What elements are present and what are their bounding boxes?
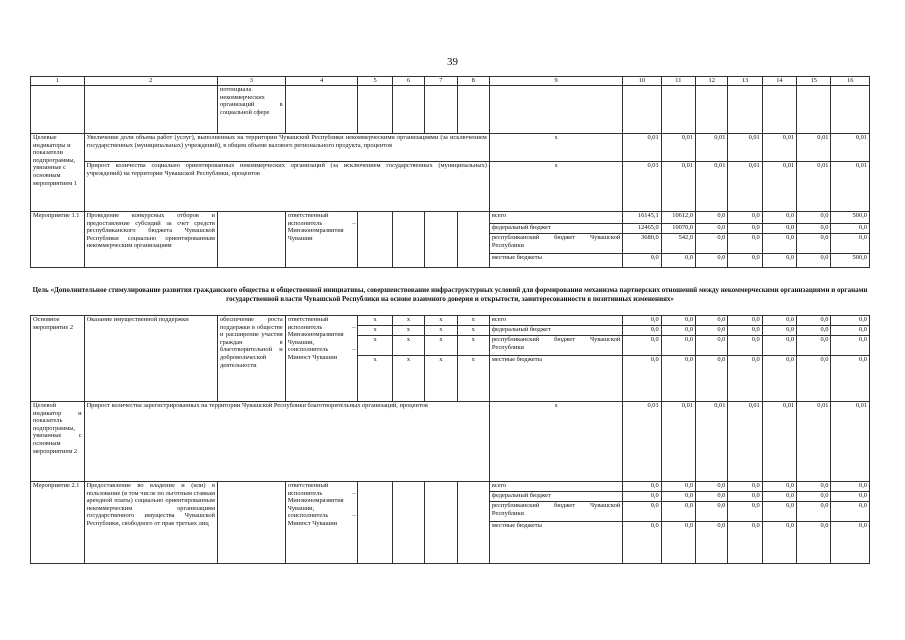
- value-cell: 0,01: [623, 402, 661, 482]
- value-cell: 0,0: [696, 502, 728, 522]
- col-num: 15: [797, 77, 831, 86]
- target-row: [31, 162, 870, 212]
- column-numbers-row: [31, 77, 870, 86]
- value-cell: 0,0: [623, 336, 661, 356]
- value-cell: 0,0: [728, 336, 762, 356]
- x-mark: x: [489, 162, 622, 212]
- value-cell: 0,0: [762, 482, 796, 492]
- x-mark: x: [457, 316, 489, 326]
- measure-description: Оказание имущественной поддержки: [84, 316, 217, 402]
- continuation-text: потенциала некоммерческих организаций в социальной сфере: [217, 86, 285, 134]
- value-cell: 0,0: [762, 224, 796, 234]
- value-cell: 0,0: [696, 234, 728, 254]
- value-cell: 0,01: [797, 402, 831, 482]
- target-text: Увеличение доли объема работ (услуг), выполненных на территории Чувашской Республики некоммерческими организациями (за исключением государственных (муниципальных) учреждений), в общем объеме валового регионального продукта, процентов: [84, 134, 489, 162]
- budget-source: всего: [489, 212, 622, 224]
- value-cell: 0,0: [728, 234, 762, 254]
- value-cell: 0,0: [831, 482, 870, 492]
- x-mark: x: [392, 326, 424, 336]
- value-cell: 0,0: [831, 326, 870, 336]
- value-cell: 0,0: [728, 482, 762, 492]
- value-cell: 0,0: [728, 326, 762, 336]
- measure-purpose: обеспечение роста поддержки в обществе и расширение участия граждан в благотворительной и добровольческой деятельности: [217, 316, 285, 402]
- responsible-executor: ответственный исполнитель – Минэкономразвития Чувашии: [285, 212, 358, 268]
- measure-description: Предоставление во владение и (или) в пользование (в том числе по льготным ставкам арендной платы) социально ориентированным некоммерческим организациям государственного имущества Чувашской Республики, свободного от прав третьих лиц: [84, 482, 217, 564]
- col-num: 10: [623, 77, 661, 86]
- value-cell: 0,0: [831, 316, 870, 326]
- value-cell: 10070,0: [661, 224, 695, 234]
- value-cell: 0,0: [762, 316, 796, 326]
- value-cell: 16145,1: [623, 212, 661, 224]
- value-cell: 0,0: [696, 492, 728, 502]
- responsible-executor: ответственный исполнитель – Минэкономразвития Чувашии, соисполнитель – Минюст Чувашии: [285, 482, 358, 564]
- value-cell: 0,0: [797, 316, 831, 326]
- value-cell: 0,0: [797, 356, 831, 402]
- measure-name: Мероприятие 2.1: [31, 482, 85, 564]
- x-mark: x: [358, 316, 392, 326]
- value-cell: 0,0: [661, 492, 695, 502]
- value-cell: 0,0: [831, 356, 870, 402]
- col-num: 7: [425, 77, 457, 86]
- x-mark: x: [392, 336, 424, 356]
- value-cell: 0,0: [831, 502, 870, 522]
- value-cell: 0,0: [623, 522, 661, 564]
- x-mark: x: [489, 134, 622, 162]
- value-cell: 0,0: [831, 336, 870, 356]
- value-cell: 0,0: [797, 254, 831, 268]
- value-cell: 0,0: [623, 356, 661, 402]
- col-num: 6: [392, 77, 424, 86]
- value-cell: 12465,0: [623, 224, 661, 234]
- value-cell: 0,0: [762, 336, 796, 356]
- target-text: Прирост количества социально ориентированных некоммерческих организаций (за исключением государственных (муниципальных) учреждений) на территории Чувашской Республики, процентов: [84, 162, 489, 212]
- value-cell: 0,01: [728, 134, 762, 162]
- budget-row: [31, 482, 870, 492]
- value-cell: 0,01: [661, 402, 695, 482]
- col-num: 13: [728, 77, 762, 86]
- value-cell: 0,0: [797, 502, 831, 522]
- budget-source: республиканский бюджет Чувашской Республики: [489, 336, 622, 356]
- x-mark: x: [392, 356, 424, 402]
- budget-row: [31, 316, 870, 326]
- x-mark: x: [457, 356, 489, 402]
- value-cell: 0,01: [762, 402, 796, 482]
- value-cell: 0,0: [797, 224, 831, 234]
- value-cell: 0,0: [797, 492, 831, 502]
- value-cell: 0,0: [797, 522, 831, 564]
- col-num: 11: [661, 77, 695, 86]
- col-num: 2: [84, 77, 217, 86]
- value-cell: 500,0: [831, 254, 870, 268]
- value-cell: 0,0: [623, 482, 661, 492]
- value-cell: 0,0: [728, 492, 762, 502]
- x-mark: x: [425, 336, 457, 356]
- value-cell: 0,01: [797, 134, 831, 162]
- value-cell: 0,0: [831, 522, 870, 564]
- goal-heading: Цель «Дополнительное стимулирование развития гражданского общества и общественной инициативы, совершенствование инфраструктурных условий для формирования механизма партнерских отношений между некоммерческими организациями и органами государственной власти Чувашской Республики на основе взаимного доверия и открытости, заинтересованности в позитивных изменениях»: [32, 286, 868, 303]
- value-cell: 0,0: [831, 224, 870, 234]
- col-num: 12: [696, 77, 728, 86]
- x-mark: x: [457, 336, 489, 356]
- value-cell: 0,0: [696, 482, 728, 492]
- budget-row: [31, 212, 870, 224]
- measure-name: Мероприятие 1.1: [31, 212, 85, 268]
- col-num: 8: [457, 77, 489, 86]
- x-mark: x: [358, 326, 392, 336]
- value-cell: 0,0: [797, 234, 831, 254]
- target-text: Прирост количества зарегистрированных на территории Чувашской Республики благотворительных организаций, процентов: [84, 402, 489, 482]
- budget-source: всего: [489, 316, 622, 326]
- measure-name: Основное мероприятие 2: [31, 316, 85, 402]
- col-num: 14: [762, 77, 796, 86]
- value-cell: 0,01: [661, 134, 695, 162]
- budget-source: местные бюджеты: [489, 254, 622, 268]
- page-number: 39: [447, 56, 458, 68]
- value-cell: 0,01: [696, 162, 728, 212]
- target-row: [31, 402, 870, 482]
- x-mark: x: [358, 356, 392, 402]
- budget-source: федеральный бюджет: [489, 224, 622, 234]
- value-cell: 0,0: [762, 522, 796, 564]
- target-row: [31, 134, 870, 162]
- budget-source: местные бюджеты: [489, 522, 622, 564]
- value-cell: 0,0: [696, 356, 728, 402]
- value-cell: 0,0: [797, 212, 831, 224]
- value-cell: 0,0: [623, 254, 661, 268]
- value-cell: 0,01: [623, 134, 661, 162]
- value-cell: 0,01: [797, 162, 831, 212]
- value-cell: 500,0: [831, 212, 870, 224]
- value-cell: 3680,0: [623, 234, 661, 254]
- value-cell: 0,0: [831, 492, 870, 502]
- value-cell: 0,0: [696, 316, 728, 326]
- value-cell: 0,0: [762, 356, 796, 402]
- value-cell: 0,0: [661, 356, 695, 402]
- x-mark: x: [489, 402, 622, 482]
- continuation-row: [31, 86, 870, 134]
- value-cell: 0,0: [728, 254, 762, 268]
- value-cell: 0,0: [762, 326, 796, 336]
- value-cell: 0,01: [831, 134, 870, 162]
- targets-label: Целевые индикаторы и показатели подпрограммы, увязанные с основным мероприятием 1: [31, 134, 85, 212]
- budget-source: всего: [489, 482, 622, 492]
- value-cell: 0,0: [623, 316, 661, 326]
- value-cell: 0,0: [797, 482, 831, 492]
- value-cell: 0,0: [797, 336, 831, 356]
- value-cell: 0,0: [661, 326, 695, 336]
- value-cell: 0,0: [661, 502, 695, 522]
- value-cell: 0,0: [728, 316, 762, 326]
- value-cell: 0,0: [696, 522, 728, 564]
- value-cell: 0,0: [762, 212, 796, 224]
- measure-description: Проведение конкурсных отборов и предоставление субсидий за счет средств республиканского бюджета Чувашской Республики социально ориентированным некоммерческим организациям: [84, 212, 217, 268]
- value-cell: 0,0: [661, 482, 695, 492]
- value-cell: 0,01: [762, 162, 796, 212]
- value-cell: 0,01: [831, 162, 870, 212]
- value-cell: 0,0: [762, 254, 796, 268]
- value-cell: 0,0: [728, 502, 762, 522]
- program-table-part1: [30, 76, 870, 268]
- value-cell: 0,01: [728, 162, 762, 212]
- col-num: 16: [831, 77, 870, 86]
- value-cell: 0,0: [696, 224, 728, 234]
- value-cell: 0,0: [728, 522, 762, 564]
- value-cell: 0,01: [728, 402, 762, 482]
- col-num: 5: [358, 77, 392, 86]
- value-cell: 0,0: [696, 254, 728, 268]
- value-cell: 0,0: [728, 212, 762, 224]
- budget-source: республиканский бюджет Чувашской Республики: [489, 234, 622, 254]
- value-cell: 0,01: [762, 134, 796, 162]
- value-cell: 0,0: [696, 326, 728, 336]
- value-cell: 0,0: [623, 326, 661, 336]
- value-cell: 10612,0: [661, 212, 695, 224]
- value-cell: 0,0: [831, 234, 870, 254]
- value-cell: 0,0: [661, 336, 695, 356]
- targets-label: Целевой индикатор и показатель подпрограммы, увязанные с основным мероприятием 2: [31, 402, 85, 482]
- x-mark: x: [457, 326, 489, 336]
- value-cell: 0,0: [762, 502, 796, 522]
- x-mark: x: [392, 316, 424, 326]
- value-cell: 542,0: [661, 234, 695, 254]
- value-cell: 0,0: [696, 336, 728, 356]
- value-cell: 0,0: [762, 492, 796, 502]
- value-cell: 0,0: [797, 326, 831, 336]
- budget-source: местные бюджеты: [489, 356, 622, 402]
- value-cell: 0,0: [762, 234, 796, 254]
- program-table-part2: [30, 315, 870, 564]
- value-cell: 0,0: [728, 224, 762, 234]
- budget-source: федеральный бюджет: [489, 326, 622, 336]
- value-cell: 0,0: [623, 492, 661, 502]
- col-num: 3: [217, 77, 285, 86]
- value-cell: 0,01: [661, 162, 695, 212]
- value-cell: 0,01: [623, 162, 661, 212]
- responsible-executor: ответственный исполнитель – Минэкономразвития Чувашии, соисполнитель – Минюст Чувашии: [285, 316, 358, 402]
- value-cell: 0,0: [661, 254, 695, 268]
- value-cell: 0,0: [661, 522, 695, 564]
- x-mark: x: [425, 356, 457, 402]
- x-mark: x: [425, 326, 457, 336]
- col-num: 4: [285, 77, 358, 86]
- budget-source: республиканский бюджет Чувашской Республики: [489, 502, 622, 522]
- value-cell: 0,01: [696, 134, 728, 162]
- value-cell: 0,01: [696, 402, 728, 482]
- budget-source: федеральный бюджет: [489, 492, 622, 502]
- value-cell: 0,01: [831, 402, 870, 482]
- value-cell: 0,0: [728, 356, 762, 402]
- value-cell: 0,0: [623, 502, 661, 522]
- value-cell: 0,0: [696, 212, 728, 224]
- col-num: 9: [489, 77, 622, 86]
- col-num: 1: [31, 77, 85, 86]
- x-mark: x: [358, 336, 392, 356]
- value-cell: 0,0: [661, 316, 695, 326]
- x-mark: x: [425, 316, 457, 326]
